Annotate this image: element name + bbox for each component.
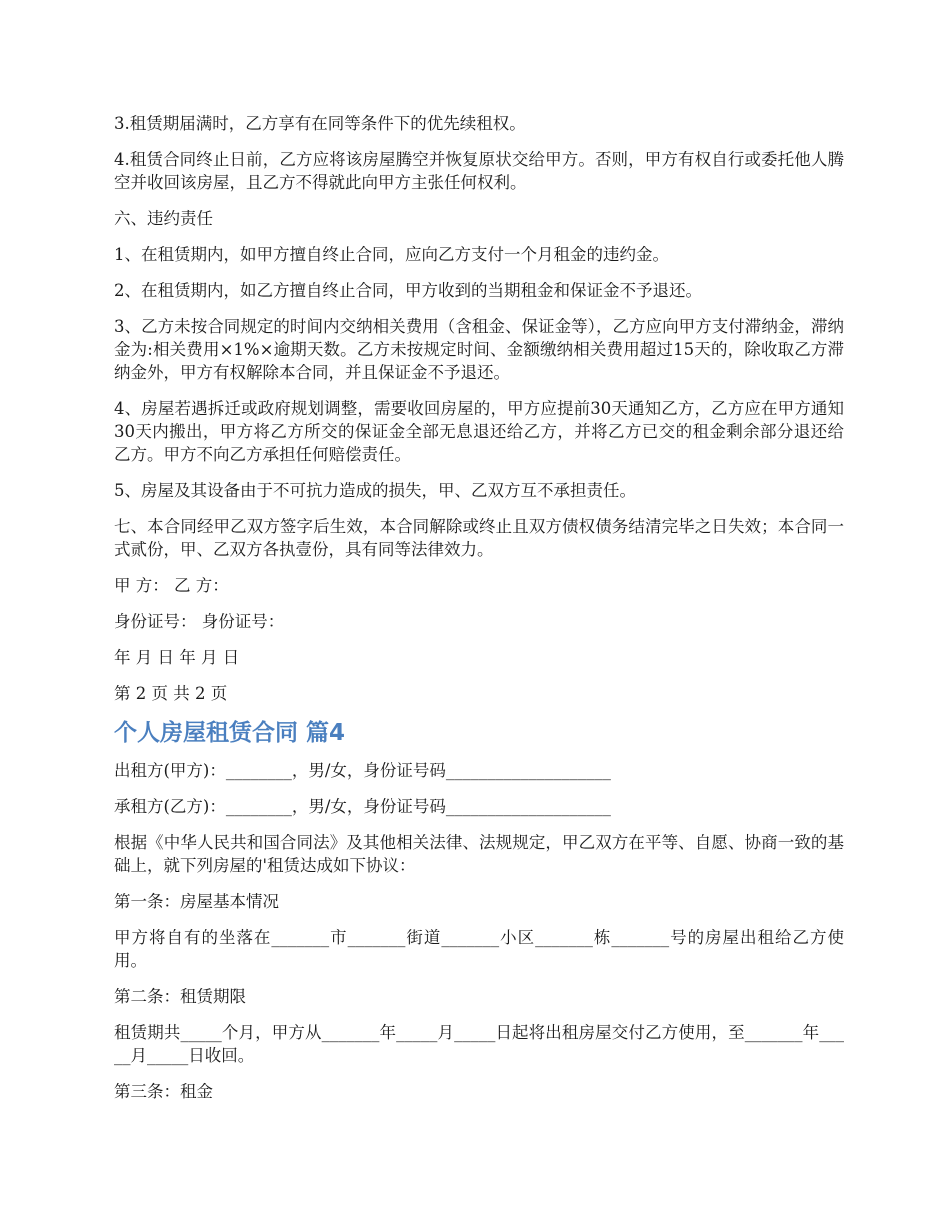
section-title-breach: 六、违约责任: [114, 209, 213, 228]
page-number: 第 2 页 共 2 页: [114, 684, 228, 703]
paragraph-breach-4: 4、房屋若遇拆迁或政府规划调整，需要收回房屋的，甲方应提前30天通知乙方，乙方应在甲方通知30天内搬出，甲方将乙方所交的保证金全部无息退还给乙方，并将乙方已交的租金剩余部分退还给乙方。甲方不向乙方承担任何赔偿责任。: [114, 399, 844, 464]
article-2-body: 租赁期共_____个月，甲方从_______年_____月_____日起将出租房屋交付乙方使用，至_______年_____月_____日收回。: [114, 1023, 844, 1065]
article-1-title: 第一条：房屋基本情况: [114, 892, 279, 911]
paragraph-renewal-priority: 3.租赁期届满时，乙方享有在同等条件下的优先续租权。: [114, 114, 526, 133]
signature-dates: 年 月 日 年 月 日: [114, 648, 240, 667]
paragraph-breach-5: 5、房屋及其设备由于不可抗力造成的损失，甲、乙双方互不承担责任。: [114, 481, 636, 500]
signature-parties: 甲 方： 乙 方：: [114, 576, 229, 595]
paragraph-lessor: 出租方(甲方)：________，男/女，身份证号码____________________: [114, 761, 611, 780]
article-3-title: 第三条：租金: [114, 1082, 213, 1101]
paragraph-effectiveness: 七、本合同经甲乙双方签字后生效，本合同解除或终止且双方债权债务结清完毕之日失效；本合同一式贰份，甲、乙双方各执壹份，具有同等法律效力。: [114, 517, 844, 559]
signature-id-numbers: 身份证号： 身份证号：: [114, 612, 285, 631]
paragraph-breach-1: 1、在租赁期内，如甲方擅自终止合同，应向乙方支付一个月租金的违约金。: [114, 245, 669, 264]
document-body: [114, 112, 844, 1116]
paragraph-lessee: 承租方(乙方)：________，男/女，身份证号码____________________: [114, 797, 611, 816]
paragraph-preamble: 根据《中华人民共和国合同法》及其他相关法律、法规规定，甲乙双方在平等、自愿、协商一致的基础上，就下列房屋的'租赁达成如下协议：: [114, 833, 844, 875]
article-2-title: 第二条：租赁期限: [114, 987, 246, 1006]
paragraph-breach-2: 2、在租赁期内，如乙方擅自终止合同，甲方收到的当期租金和保证金不予退还。: [114, 281, 702, 300]
article-1-body: 甲方将自有的坐落在_______市_______街道_______小区_______栋_______号的房屋出租给乙方使用。: [114, 928, 844, 970]
section-heading: 个人房屋租赁合同 篇4: [114, 720, 346, 746]
paragraph-vacate-premises: 4.租赁合同终止日前，乙方应将该房屋腾空并恢复原状交给甲方。否则，甲方有权自行或委托他人腾空并收回该房屋，且乙方不得就此向甲方主张任何权利。: [114, 150, 844, 192]
paragraph-breach-3: 3、乙方未按合同规定的时间内交纳相关费用（含租金、保证金等），乙方应向甲方支付滞纳金，滞纳金为:相关费用×1%×逾期天数。乙方未按规定时间、金额缴纳相关费用超过15天的，除收取乙方滞纳金外，甲方有权解除本合同，并且保证金不予退还。: [114, 317, 844, 382]
